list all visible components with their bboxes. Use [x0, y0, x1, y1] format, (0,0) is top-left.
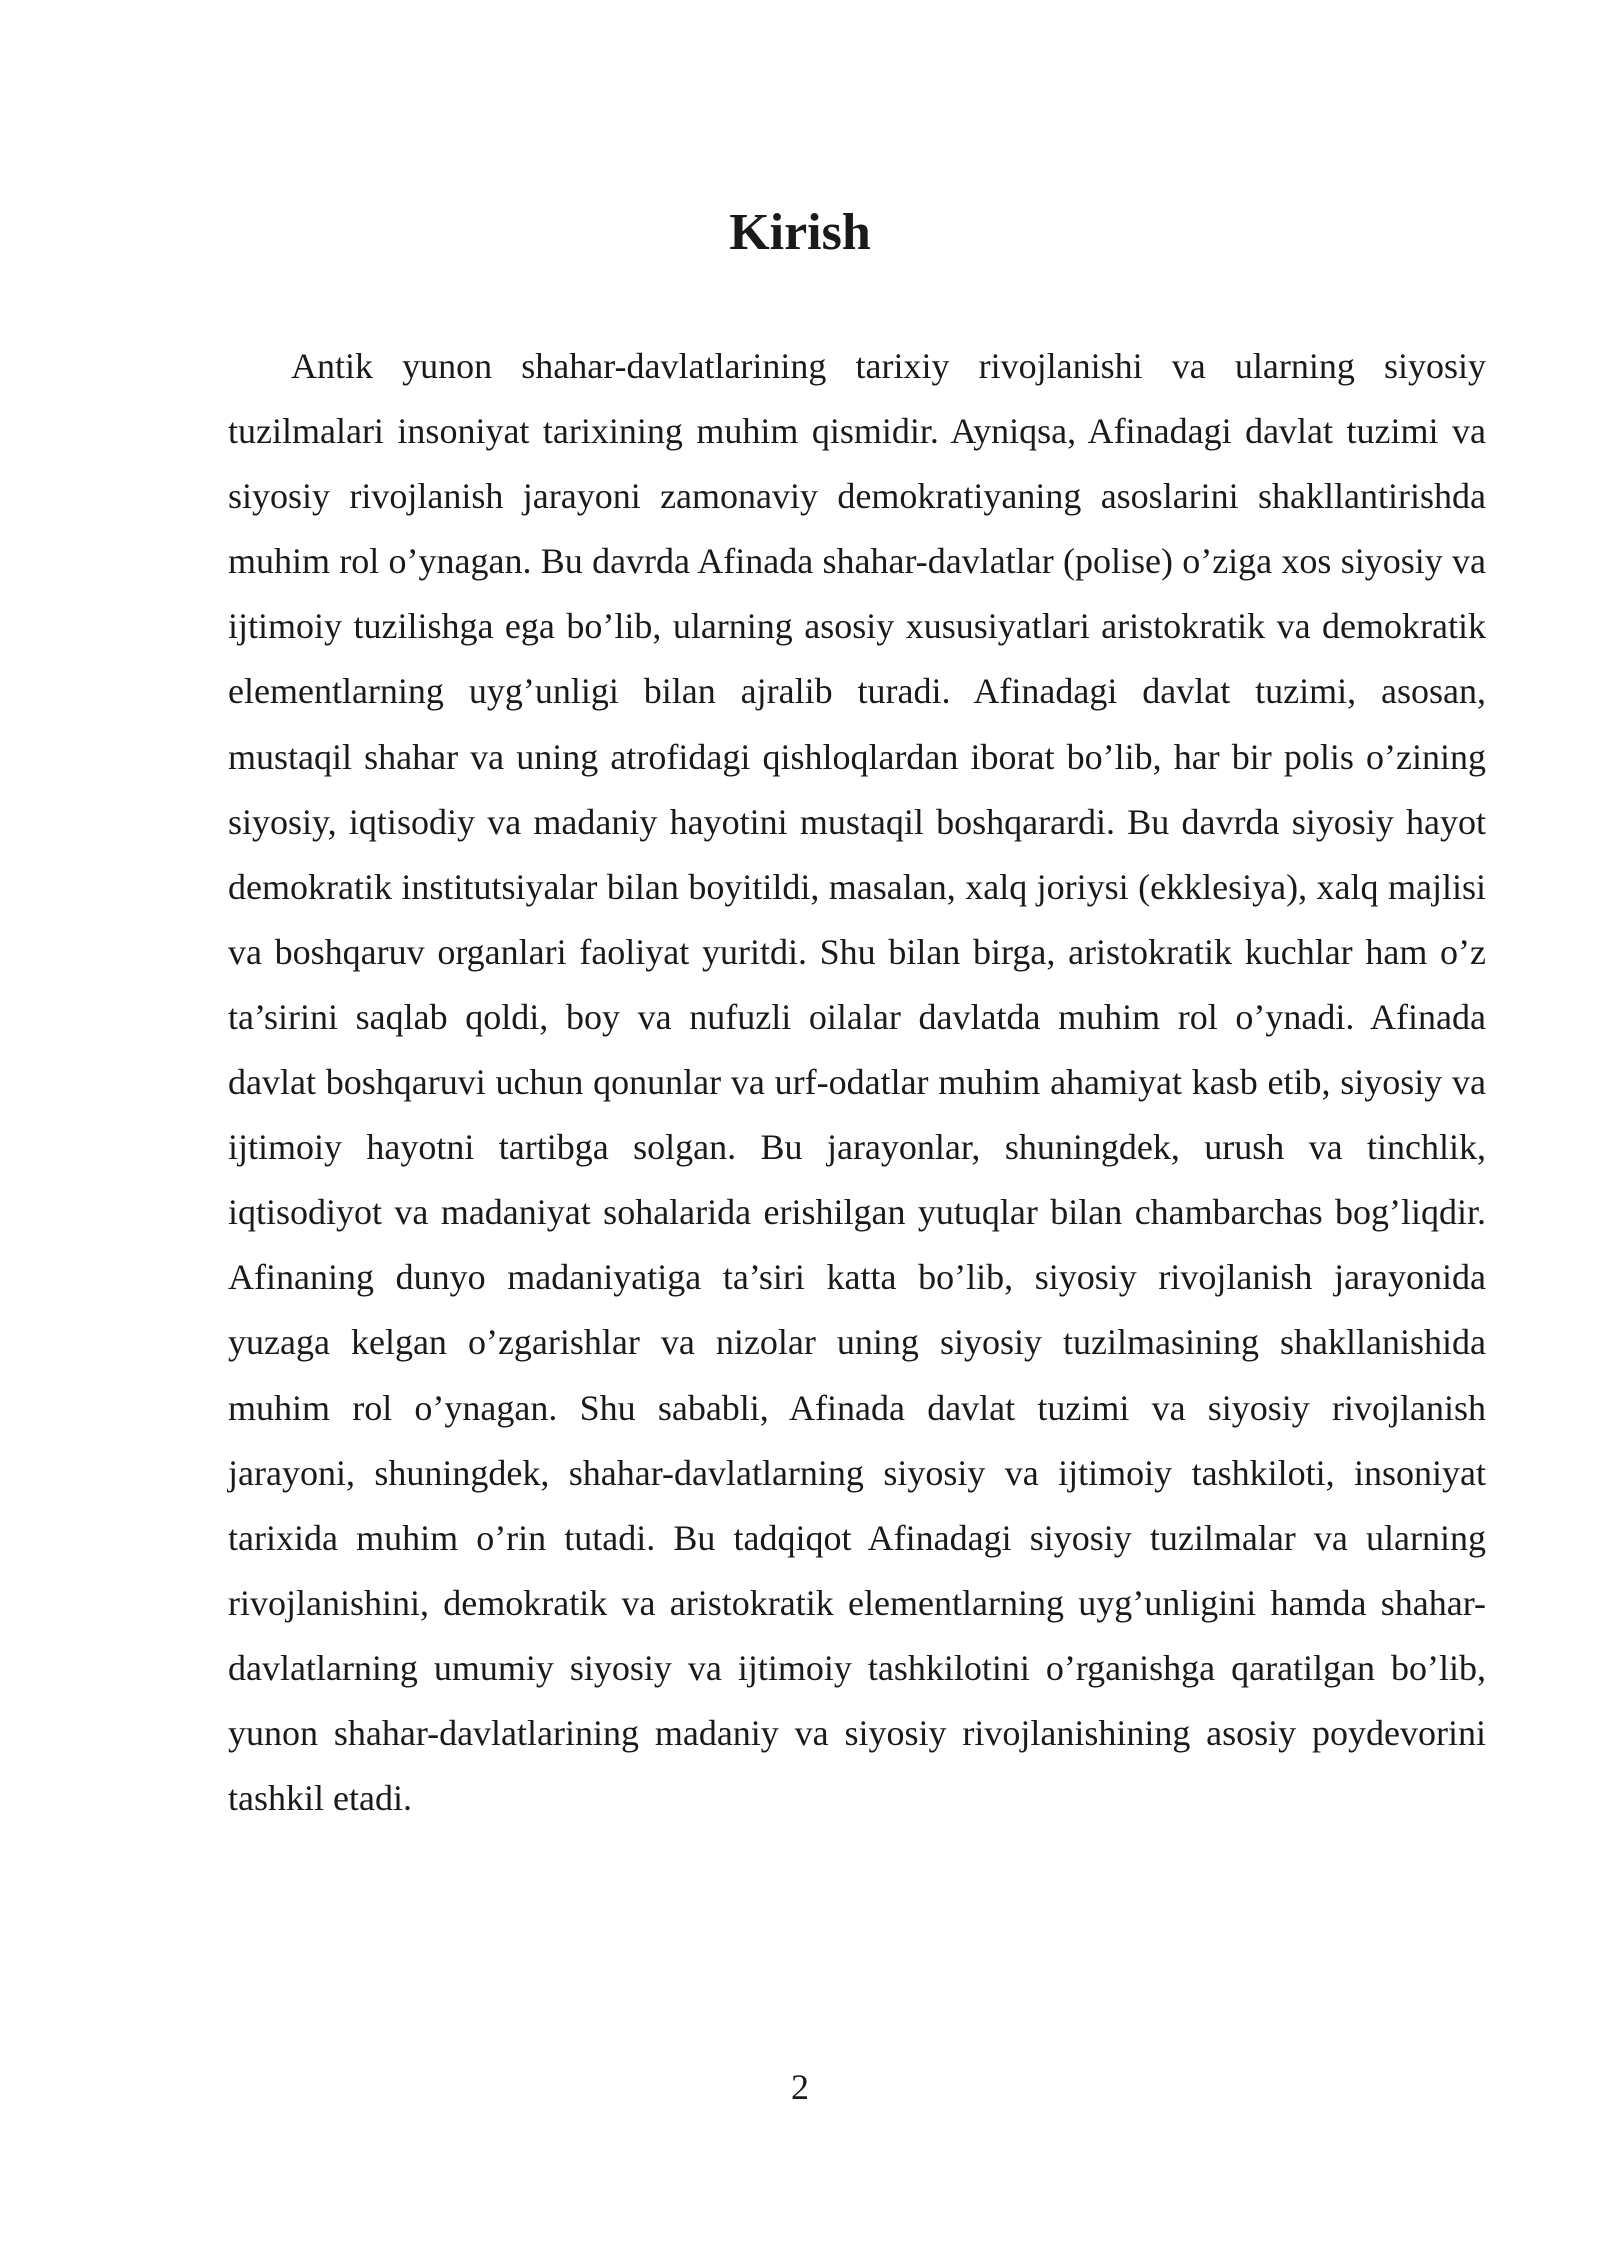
body-paragraph: Antik yunon shahar-davlatlarining tarixiy rivojlanishi va ularning siyosiy tuzilmalari insoniyat tarixining muhim qismidir. Ayniqsa, Afinadagi davlat tuzimi va siyosiy rivojlanish jarayoni zamonaviy demokratiyaning asoslarini shakllantirishda muhim rol o’ynagan. Bu davrda Afinada shahar-davlatlar (polise) o’ziga xos siyosiy va ijtimoiy tuzilishga ega bo’lib, ularning asosiy xususiyatlari aristokratik va demokratik elementlarning uyg’unligi bilan ajralib turadi. Afinadagi davlat tuzimi, asosan, mustaqil shahar va uning atrofidagi qishloqlardan iborat bo’lib, har bir polis o’zining siyosiy, iqtisodiy va madaniy hayotini mustaqil boshqarardi. Bu davrda siyosiy hayot demokratik institutsiyalar bilan boyitildi, masalan, xalq joriysi (ekklesiya), xalq majlisi va boshqaruv organlari faoliyat yuritdi. Shu bilan birga, aristokratik kuchlar ham o’z ta’sirini saqlab qoldi, boy va nufuzli oilalar davlatda muhim rol o’ynadi. Afinada davlat boshqaruvi uchun qonunlar va urf-odatlar muhim ahamiyat kasb etib, siyosiy va ijtimoiy hayotni tartibga solgan. Bu jarayonlar, shuningdek, urush va tinchlik, iqtisodiyot va madaniyat sohalarida erishilgan yutuqlar bilan chambarchas bog’liqdir. Afinaning dunyo madaniyatiga ta’siri katta bo’lib, siyosiy rivojlanish jarayonida yuzaga kelgan o’zgarishlar va nizolar uning siyosiy tuzilmasining shakllanishida muhim rol o’ynagan. Shu sababli, Afinada davlat tuzimi va siyosiy rivojlanish jarayoni, shuningdek, shahar-davlatlarning siyosiy va ijtimoiy tashkiloti, insoniyat tarixida muhim o’rin tutadi. Bu tadqiqot Afinadagi siyosiy tuzilmalar va ularning rivojlanishini, demokratik va aristokratik elementlarning uyg’unligini hamda shahar-davlatlarning umumiy siyosiy va ijtimoiy tashkilotini o’rganishga qaratilgan bo’lib, yunon shahar-davlatlarining madaniy va siyosiy rivojlanishining asosiy poydevorini tashkil etadi.: [228, 346, 1486, 1819]
page-number: 2: [791, 2067, 809, 2107]
page-title: Kirish: [729, 204, 871, 261]
